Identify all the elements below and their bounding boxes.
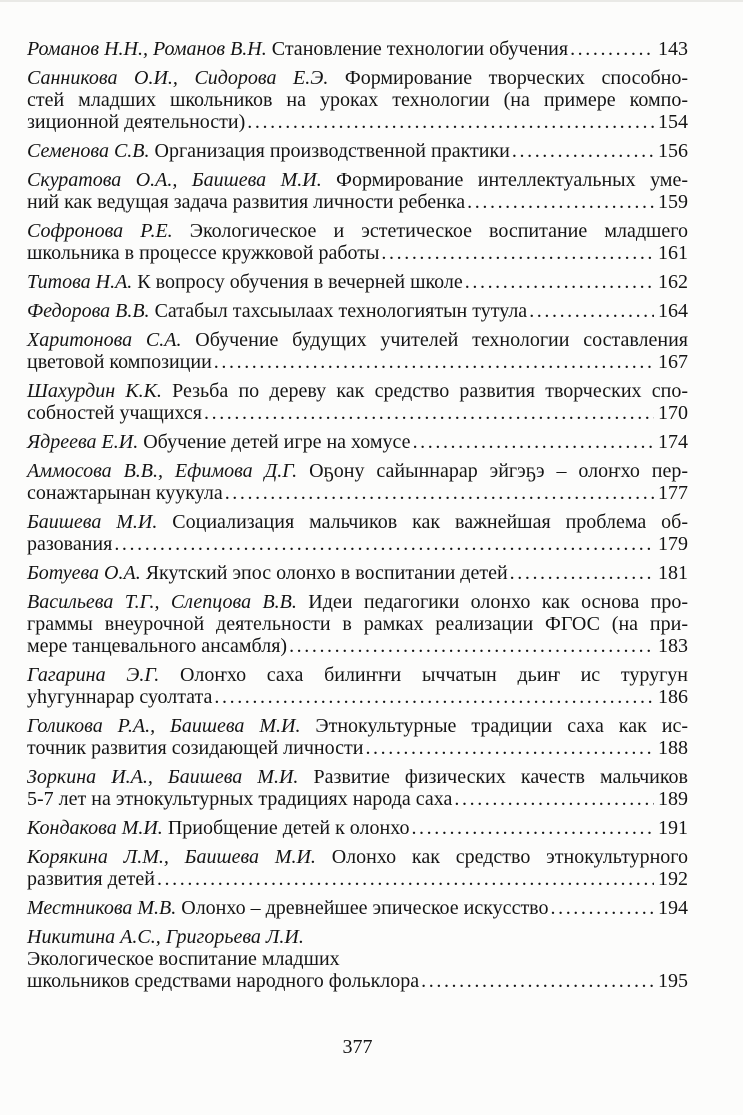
toc-line <box>27 897 688 919</box>
entry-authors: Местникова М.В. <box>27 897 177 919</box>
dot-leader <box>529 300 654 322</box>
toc-line <box>27 402 688 424</box>
toc-line <box>27 686 688 708</box>
toc-line <box>27 591 688 613</box>
toc-line <box>27 220 688 242</box>
toc-entry <box>27 846 688 890</box>
entry-title: мере танцевального ансамбля) <box>27 635 288 657</box>
entry-title: цветовой композиции <box>27 351 212 373</box>
entry-authors: Шахурдин К.К. <box>27 380 162 402</box>
toc-entry <box>27 67 688 133</box>
footer-page-number: 377 <box>342 1036 373 1058</box>
toc-line <box>27 38 688 60</box>
entry-page-number: 174 <box>658 431 688 453</box>
entry-title: 5-7 лет на этнокультурных традициях народа саха <box>27 788 453 810</box>
toc-entry <box>27 431 688 453</box>
entry-page-number: 191 <box>658 817 688 839</box>
toc-entry <box>27 591 688 657</box>
toc-line <box>27 948 688 970</box>
toc-line <box>27 868 688 890</box>
entry-title: Олонхо как средство этнокультурного <box>315 846 688 868</box>
entry-title: Формирование творческих способно- <box>328 67 688 89</box>
entry-authors: Ядреева Е.И. <box>27 431 139 453</box>
entry-page-number: 170 <box>658 402 688 424</box>
entry-title: школьников средствами народного фольклора <box>27 970 420 992</box>
entry-title: Организация производственной практики <box>149 140 510 162</box>
toc-entry <box>27 926 688 992</box>
entry-title: Социализация мальчиков как важнейшая проблема об- <box>157 511 688 533</box>
entry-title: Идеи педагогики олонхо как основа про- <box>296 591 689 613</box>
toc-entry <box>27 169 688 213</box>
dot-leader <box>510 562 654 584</box>
dot-leader <box>467 191 654 213</box>
toc-line <box>27 613 688 635</box>
toc-entry <box>27 140 688 162</box>
toc-entry <box>27 329 688 373</box>
entry-page-number: 161 <box>658 242 688 264</box>
toc-line <box>27 380 688 402</box>
entry-title: Якутский эпос олонхо в воспитании детей <box>140 562 508 584</box>
dot-leader <box>381 242 654 264</box>
entry-authors: Семенова С.В. <box>27 140 150 162</box>
dot-leader <box>225 482 654 504</box>
entry-page-number: 162 <box>658 271 688 293</box>
entry-page-number: 177 <box>658 482 688 504</box>
entry-authors: Кондакова М.И. <box>27 817 163 839</box>
toc-line <box>27 300 688 322</box>
entry-page-number: 194 <box>658 897 688 919</box>
toc-line <box>27 351 688 373</box>
toc-line <box>27 242 688 264</box>
entry-title: точник развития созидающей личности <box>27 737 364 759</box>
toc-line <box>27 715 688 737</box>
toc-entry <box>27 300 688 322</box>
dot-leader <box>157 868 654 890</box>
entry-title: Экологическое воспитание младших <box>27 948 340 970</box>
dot-leader <box>114 533 654 555</box>
toc-line <box>27 817 688 839</box>
entry-page-number: 156 <box>658 140 688 162</box>
entry-authors: Аммосова В.В., Ефимова Д.Г. <box>27 460 298 482</box>
entry-authors: Зоркина И.А., Баишева М.И. <box>27 766 299 788</box>
toc-line <box>27 329 688 351</box>
dot-leader <box>512 140 654 162</box>
entry-authors: Васильева Т.Г., Слепцова В.В. <box>27 591 297 613</box>
toc-entry <box>27 38 688 60</box>
entry-page-number: 186 <box>658 686 688 708</box>
entry-title: ний как ведущая задача развития личности ребенка <box>27 191 466 213</box>
entry-title: Становление технологии обучения <box>266 38 569 60</box>
toc-entry <box>27 897 688 919</box>
entry-authors: Федорова В.В. <box>27 300 150 322</box>
toc-entry <box>27 271 688 293</box>
toc-line <box>27 191 688 213</box>
toc-line <box>27 431 688 453</box>
entry-title: школьника в процессе кружковой работы <box>27 242 380 264</box>
entry-title: развития детей <box>27 868 155 890</box>
toc-line <box>27 67 688 89</box>
dot-leader <box>454 788 654 810</box>
dot-leader <box>421 970 654 992</box>
entry-page-number: 195 <box>658 970 688 992</box>
entry-page-number: 179 <box>658 533 688 555</box>
dot-leader <box>570 38 654 60</box>
entry-authors: Скуратова О.А., Баишева М.И. <box>27 169 322 191</box>
dot-leader <box>214 686 654 708</box>
entry-page-number: 192 <box>658 868 688 890</box>
entry-title: граммы внеурочной деятельности в рамках реализации ФГОС (на при- <box>27 613 688 635</box>
entry-authors: Гагарина Э.Г. <box>27 664 160 686</box>
entry-page-number: 159 <box>658 191 688 213</box>
entry-title: Обучение будущих учителей технологии составления <box>181 329 689 351</box>
entry-page-number: 143 <box>658 38 688 60</box>
toc-line <box>27 766 688 788</box>
entry-title: Олонхо – древнейшее эпическое искусство <box>176 897 549 919</box>
entry-title: Приобщение детей к олонхо <box>162 817 410 839</box>
toc-line <box>27 271 688 293</box>
dot-leader <box>411 817 654 839</box>
dot-leader <box>551 897 655 919</box>
toc-line <box>27 482 688 504</box>
toc-line <box>27 664 688 686</box>
entry-title: собностей учащихся <box>27 402 202 424</box>
toc-line <box>27 89 688 111</box>
toc-line <box>27 635 688 657</box>
entry-title: Развитие физических качеств мальчиков <box>298 766 688 788</box>
toc-entry <box>27 664 688 708</box>
toc-line <box>27 970 688 992</box>
toc-line <box>27 737 688 759</box>
entry-title: уһугуннарар суолтата <box>27 686 213 708</box>
entry-authors: Голикова Р.А., Баишева М.И. <box>27 715 301 737</box>
entry-page-number: 164 <box>658 300 688 322</box>
dot-leader <box>204 402 654 424</box>
toc-line <box>27 169 688 191</box>
entry-title: Сатабыл тахсыылаах технологиятын тутула <box>149 300 528 322</box>
entry-title: К вопросу обучения в вечерней школе <box>132 271 463 293</box>
toc-entry <box>27 715 688 759</box>
entry-authors: Корякина Л.М., Баишева М.И. <box>27 846 316 868</box>
entry-page-number: 181 <box>658 562 688 584</box>
entry-title: зиционной деятельности) <box>27 111 246 133</box>
toc-line <box>27 111 688 133</box>
toc-line <box>27 533 688 555</box>
entry-page-number: 188 <box>658 737 688 759</box>
toc-entry <box>27 511 688 555</box>
toc-entry <box>27 817 688 839</box>
entry-authors: Ботуева О.А. <box>27 562 141 584</box>
entry-page-number: 154 <box>658 111 688 133</box>
entry-title: Оҕону сайыннарар эйгэҕэ – олоҥхо пер- <box>297 460 688 482</box>
entry-title: сонажтарынан куукула <box>27 482 223 504</box>
entry-authors: Харитонова С.А. <box>27 329 182 351</box>
entry-title: Обучение детей игре на хомусе <box>138 431 411 453</box>
dot-leader <box>247 111 654 133</box>
toc-line <box>27 460 688 482</box>
toc-entry <box>27 220 688 264</box>
entry-title: Олоҥхо саха билиҥҥи ыччатын дьиҥ ис туругун <box>159 664 688 686</box>
entry-page-number: 183 <box>658 635 688 657</box>
entry-title: Формирование интеллектуальных уме- <box>321 169 688 191</box>
toc-entry <box>27 460 688 504</box>
entry-title: стей младших школьников на уроках технологии (на примере компо- <box>27 89 688 111</box>
entry-authors: Баишева М.И. <box>27 511 158 533</box>
toc-entry <box>27 766 688 810</box>
entry-authors: Санникова О.И., Сидорова Е.Э. <box>27 67 329 89</box>
entry-title: Этнокультурные традиции саха как ис- <box>300 715 688 737</box>
toc-entry <box>27 380 688 424</box>
dot-leader <box>365 737 654 759</box>
entry-page-number: 167 <box>658 351 688 373</box>
entry-title: разования <box>27 533 113 555</box>
toc-line <box>27 511 688 533</box>
toc-line <box>27 562 688 584</box>
dot-leader <box>465 271 654 293</box>
toc-page <box>0 2 743 1115</box>
entry-title: Резьба по дереву как средство развития творческих спо- <box>161 380 688 402</box>
entry-authors: Романов Н.Н., Романов В.Н. <box>27 38 267 60</box>
toc-line <box>27 140 688 162</box>
dot-leader <box>289 635 654 657</box>
entry-authors: Титова Н.А. <box>27 271 133 293</box>
entry-authors: Никитина А.С., Григорьева Л.И. <box>27 926 304 948</box>
dot-leader <box>413 431 654 453</box>
dot-leader <box>214 351 654 373</box>
entry-title: Экологическое и эстетическое воспитание младшего <box>172 220 689 242</box>
toc-line <box>27 926 688 948</box>
toc-entry <box>27 562 688 584</box>
toc-line <box>27 846 688 868</box>
entry-authors: Софронова Р.Е. <box>27 220 173 242</box>
entry-page-number: 189 <box>658 788 688 810</box>
toc-line <box>27 788 688 810</box>
